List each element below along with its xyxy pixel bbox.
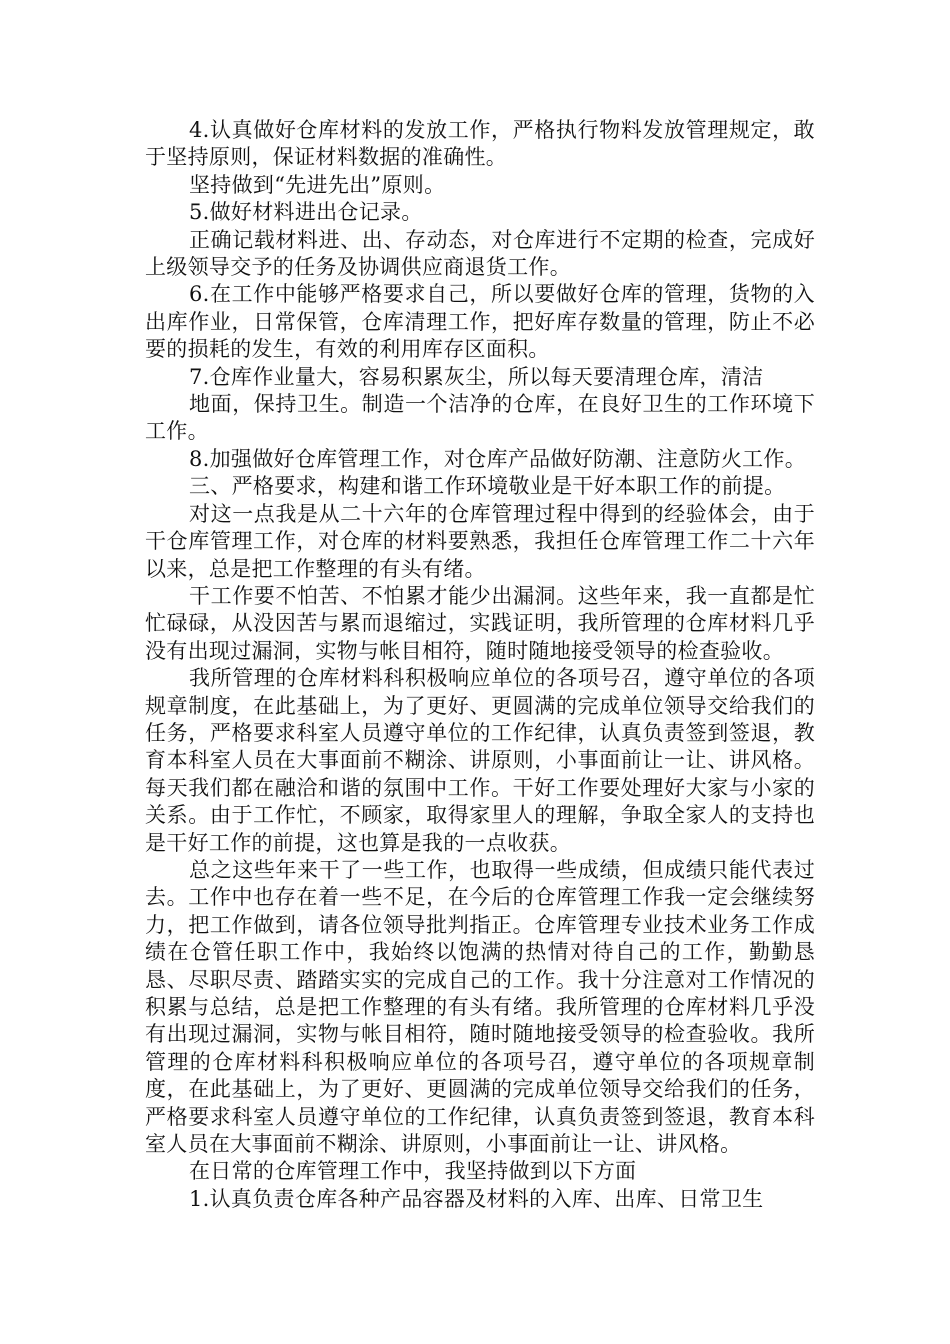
paragraph-item-7-continued: 地面，保持卫生。制造一个洁净的仓库，在良好卫生的工作环境下工作。	[145, 392, 815, 444]
paragraph-item-1: 1.认真负责仓库各种产品容器及材料的入库、出库、日常卫生	[189, 1186, 764, 1211]
section-heading-3: 三、严格要求，构建和谐工作环境敬业是干好本职工作的前提。	[189, 474, 786, 499]
paragraph-summary: 总之这些年来干了一些工作，也取得一些成绩，但成绩只能代表过去。工作中也存在着一些不足，在今后的仓库管理工作我一定会继续努力，把工作做到，请各位领导批判指正。仓库管理专业技术业务工作成绩在仓管任职工作中，我始终以饱满的热情对待自己的工作，勤勤恳恳、尽职尽责、踏踏实实的完成自己的工作。我十分注意对工作情况的积累与总结，总是把工作整理的有头有绪。我所管理的仓库材料几乎没有出现过漏洞，实物与帐目相符，随时随地接受领导的检查验收。我所管理的仓库材料科积极响应单位的各项号召，遵守单位的各项规章制度，在此基础上，为了更好、更圆满的完成单位领导交给我们的任务，严格要求科室人员遵守单位的工作纪律，认真负责签到签退，教育本科室人员在大事面前不糊涂、讲原则，小事面前让一让、讲风格。	[145, 857, 815, 1157]
paragraph-first-in-first-out: 坚持做到“先进先出”原则。	[189, 172, 446, 197]
paragraph-item-8: 8.加强做好仓库管理工作，对仓库产品做好防潮、注意防火工作。	[189, 446, 807, 471]
paragraph-hard-work: 干工作要不怕苦、不怕累才能少出漏洞。这些年来，我一直都是忙忙碌碌，从没因苦与累而退缩过，实践证明，我所管理的仓库材料几乎没有出现过漏洞，实物与帐目相符，随时随地接受领导的检查验收。	[145, 583, 815, 663]
paragraph-experience: 对这一点我是从二十六年的仓库管理过程中得到的经验体会，由于干仓库管理工作，对仓库的材料要熟悉，我担任仓库管理工作二十六年以来，总是把工作整理的有头有绪。	[145, 501, 815, 581]
paragraph-daily-work: 在日常的仓库管理工作中，我坚持做到以下方面	[189, 1159, 637, 1184]
paragraph-item-7: 7.仓库作业量大，容易积累灰尘，所以每天要清理仓库，清洁	[189, 364, 764, 389]
paragraph-department: 我所管理的仓库材料科积极响应单位的各项号召，遵守单位的各项规章制度，在此基础上，为了更好、更圆满的完成单位领导交给我们的任务，严格要求科室人员遵守单位的工作纪律，认真负责签到签退，教育本科室人员在大事面前不糊涂、讲原则，小事面前让一让、讲风格。每天我们都在融洽和谐的氛围中工作。干好工作要处理好大家与小家的关系。由于工作忙，不顾家，取得家里人的理解，争取全家人的支持也是干好工作的前提，这也算是我的一点收获。	[145, 666, 815, 855]
paragraph-record-keeping: 正确记载材料进、出、存动态，对仓库进行不定期的检查，完成好上级领导交予的任务及协调供应商退货工作。	[145, 227, 815, 280]
paragraph-item-5: 5.做好材料进出仓记录。	[189, 200, 423, 225]
paragraph-item-6: 6.在工作中能够严格要求自己，所以要做好仓库的管理，货物的入出库作业，日常保管，仓库清理工作，把好库存数量的管理，防止不必要的损耗的发生，有效的利用库存区面积。	[145, 282, 815, 362]
paragraph-item-4: 4.认真做好仓库材料的发放工作，严格执行物料发放管理规定，敢于坚持原则，保证材料数据的准确性。	[145, 118, 815, 170]
document-body	[145, 117, 815, 1213]
